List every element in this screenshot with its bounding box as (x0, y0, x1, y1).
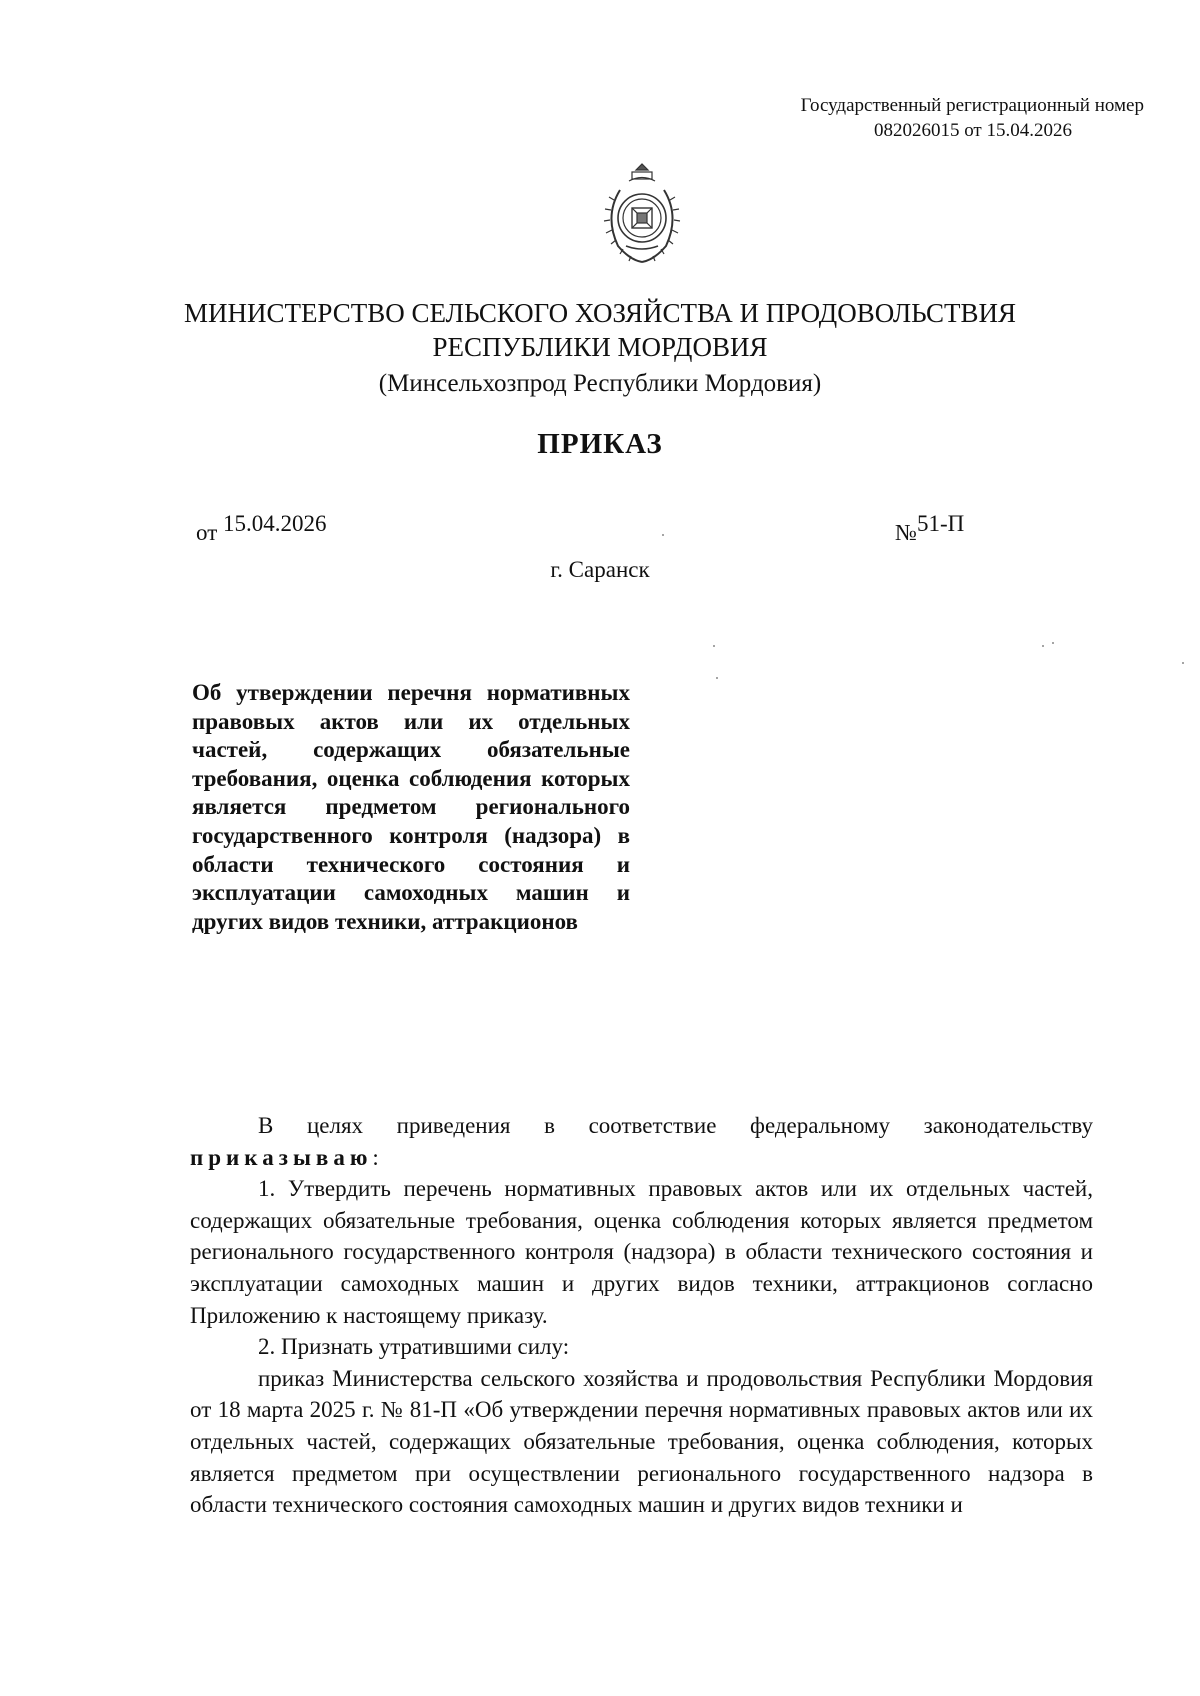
coat-of-arms-icon (596, 160, 688, 270)
decree-colon: : (372, 1144, 379, 1170)
ministry-header (0, 296, 1200, 401)
body-item-1: 1. Утвердить перечень нормативных правовых актов или их отдельных частей, содержащих обязательные требования, оценка соблюдения которых является предметом регионального государственного контроля (надзора) в области технического состояния и эксплуатации самоходных машин и других видов техники, аттракционов согласно Приложению к настоящему приказу. (190, 1176, 1093, 1328)
order-subject: Об утверждении перечня нормативных правовых актов или их отдельных частей, содержащих обязательные требования, оценка соблюдения которых является предметом регионального государственного контроля (надзора) в области технического состояния и эксплуатации самоходных машин и других видов техники, аттракционов (192, 680, 630, 934)
order-date (196, 511, 327, 546)
registration-stamp (724, 94, 1144, 143)
ministry-name-line1: МИНИСТЕРСТВО СЕЛЬСКОГО ХОЗЯЙСТВА И ПРОДОВОЛЬСТВИЯ (183, 298, 1017, 328)
scan-speck (1182, 662, 1184, 664)
registration-number: 082026015 от 15.04.2026 (873, 119, 1072, 141)
scan-speck (716, 677, 718, 679)
scan-speck (1052, 642, 1054, 644)
scan-speck (662, 534, 664, 536)
intro-text: В целях приведения в соответствие федеральному законодательству (258, 1113, 1093, 1138)
date-prefix: от (196, 520, 218, 545)
scan-speck (713, 645, 715, 647)
order-title: ПРИКАЗ (537, 428, 663, 460)
order-number (895, 511, 965, 546)
decree-word: приказываю (190, 1144, 373, 1170)
date-value: 15.04.2026 (223, 511, 327, 536)
body-intro (190, 1110, 1093, 1173)
scan-speck (1042, 645, 1044, 647)
body-item-2-text: приказ Министерства сельского хозяйства и продовольствия Республики Мордовия от 18 марта 2025 г. № 81-П «Об утверждении перечня нормативных правовых актов или их отдельных частей, содержащих обязательные требования, оценка соблюдения, которых является предметом при осуществлении регионального государственного надзора в области технического состояния самоходных машин и других видов техники и (190, 1365, 1093, 1518)
ministry-name-line2: РЕСПУБЛИКИ МОРДОВИЯ (432, 332, 768, 362)
number-prefix: № (895, 520, 917, 545)
order-city: г. Саранск (550, 557, 650, 582)
order-body (190, 1110, 1093, 1521)
registration-label: Государственный регистрационный номер (800, 95, 1144, 116)
number-value: 51-П (916, 511, 965, 536)
body-item-2: 2. Признать утратившими силу: (258, 1334, 570, 1360)
ministry-short-name: (Минсельхозпрод Республики Мордовия) (378, 370, 822, 397)
